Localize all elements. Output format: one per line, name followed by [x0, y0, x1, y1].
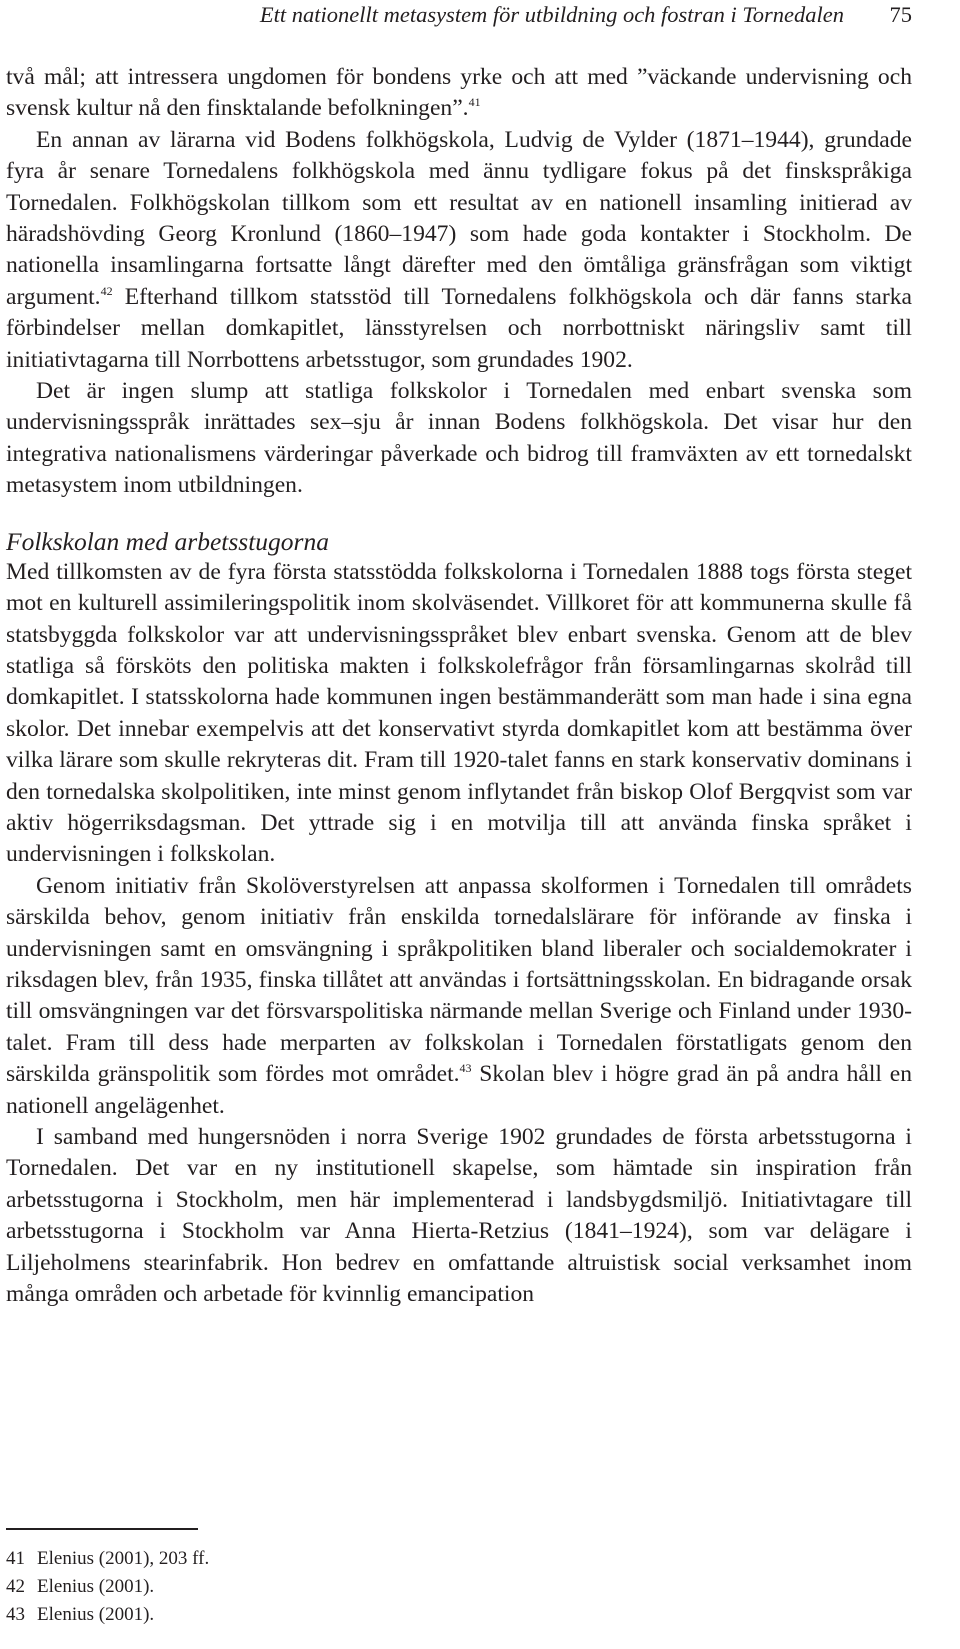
body-text — [6, 62, 912, 1310]
footnote-number: 41 — [6, 1548, 25, 1569]
footnote-text: Elenius (2001). — [37, 1604, 155, 1625]
footnotes — [6, 1545, 209, 1629]
running-header — [6, 2, 912, 30]
footnote-ref[interactable]: 41 — [468, 95, 481, 110]
footnote — [6, 1601, 209, 1629]
paragraph: En annan av lärarna vid Bodens folkhögskola, Ludvig de Vylder (1871–1944), grundade fyra år senare Tornedalens folkhögskola med ännu tydligare fokus på det finskspråkiga Tornedalen. Folkhögskolan tillkom som ett resultat av en nationell insamling initierad av häradshövding Georg Kronlund (1860–1947) som hade goda kontakter i Stockholm. De nationella insamlingarna fortsatte långt därefter med den ömtåliga gränsfrågan som viktigt argument.$^{42}$ Efterhand tillkom statsstöd till Tornedalens folkhögskola och där fanns starka förbindelser mellan domkapitlet, länsstyrelsen och norrbottniskt näringsliv samt till initiativtagarna till Norrbottens arbetsstugor, som grundades 1902. — [6, 126, 912, 373]
section-heading: Folkskolan med arbetsstugorna — [6, 526, 329, 556]
running-title: Ett nationellt metasystem för utbildning och fostran i Tornedalen — [259, 2, 844, 27]
footnote — [6, 1545, 209, 1573]
footnote-divider — [6, 1528, 198, 1530]
paragraph: Det är ingen slump att statliga folkskolor i Tornedalen med enbart svenska som undervisningsspråk inrättades sex–sju år innan Bodens folkhögskola. Det visar hur den integrativa nationalismens värderingar påverkade och bidrog till framväxten av ett tornedalskt metasystem inom utbildningen. — [6, 378, 912, 499]
footnote-ref[interactable]: 42 — [100, 283, 113, 298]
footnote-number: 42 — [6, 1576, 25, 1597]
paragraph: I samband med hungersnöden i norra Sverige 1902 grundades de första arbetsstugorna i Tornedalen. Det var en ny institutionell skapelse, som hämtade sin inspiration från arbetsstugorna i Stockholm, men här implementerad i landsbygdsmiljö. Initiativtagare till arbetsstugorna i Stockholm var Anna Hierta-Retzius (1841–1924), som var delägare i Liljeholmens stearinfabrik. Hon bedrev en omfattande altruistisk social verksamhet inom många områden och arbetade för kvinnlig emancipation — [6, 1124, 912, 1308]
footnote-text: Elenius (2001). — [37, 1576, 155, 1597]
footnote — [6, 1573, 209, 1601]
paragraph: två mål; att intressera ungdomen för bondens yrke och att med ”väckande undervisning och svensk kultur nå den finsktalande befolkningen”.$^{41}$ — [6, 64, 912, 122]
footnote-text: Elenius (2001), 203 ff. — [37, 1548, 210, 1569]
paragraph: Med tillkomsten av de fyra första statsstödda folkskolorna i Tornedalen 1888 togs första steget mot en kulturell assimileringspolitik inom skolväsendet. Villkoret för att kommunerna skulle få statsbyggda folkskolor var att undervisningsspråket blev enbart svenska. Genom att de blev statliga så försköts den politiska makten i folkskolefrågor från församlingarnas skolråd till domkapitlet. I statsskolorna hade kommunen ingen bestämmanderätt som man hade i sina egna skolor. Det innebar exempelvis att det konservativt styrda domkapitlet kom att bestämma över vilka lärare som skulle rekryteras dit. Fram till 1920-talet fanns en stark konservativ dominans i den tornedalska skolpolitiken, inte minst genom inflytandet från biskop Olof Bergqvist som var aktiv högerriksdagsman. Det yttrade sig i en motvilja till att använda finska språket i undervisningen i folkskolan. — [6, 558, 912, 868]
page-number: 75 — [889, 2, 912, 27]
footnote-number: 43 — [6, 1604, 25, 1625]
footnote-ref[interactable]: 43 — [459, 1061, 472, 1076]
paragraph: Genom initiativ från Skolöverstyrelsen att anpassa skolformen i Tornedalen till områdets särskilda behov, genom initiativ från enskilda tornedalslärare för införande av finska i undervisningen samt en omsvängning i språkpolitiken bland liberaler och socialdemokrater i riksdagen blev, från 1935, finska tillåtet att användas i fortsättningsskolan. En bidragande orsak till omsvängningen var det försvarspolitiska närmande mellan Sverige och Finland under 1930-talet. Fram till dess hade merparten av folkskolan i Tornedalen förstatligats genom den särskilda gränspolitik som fördes mot området.$^{43}$ Skolan blev i högre grad än på andra håll en nationell angelägenhet. — [6, 872, 912, 1119]
